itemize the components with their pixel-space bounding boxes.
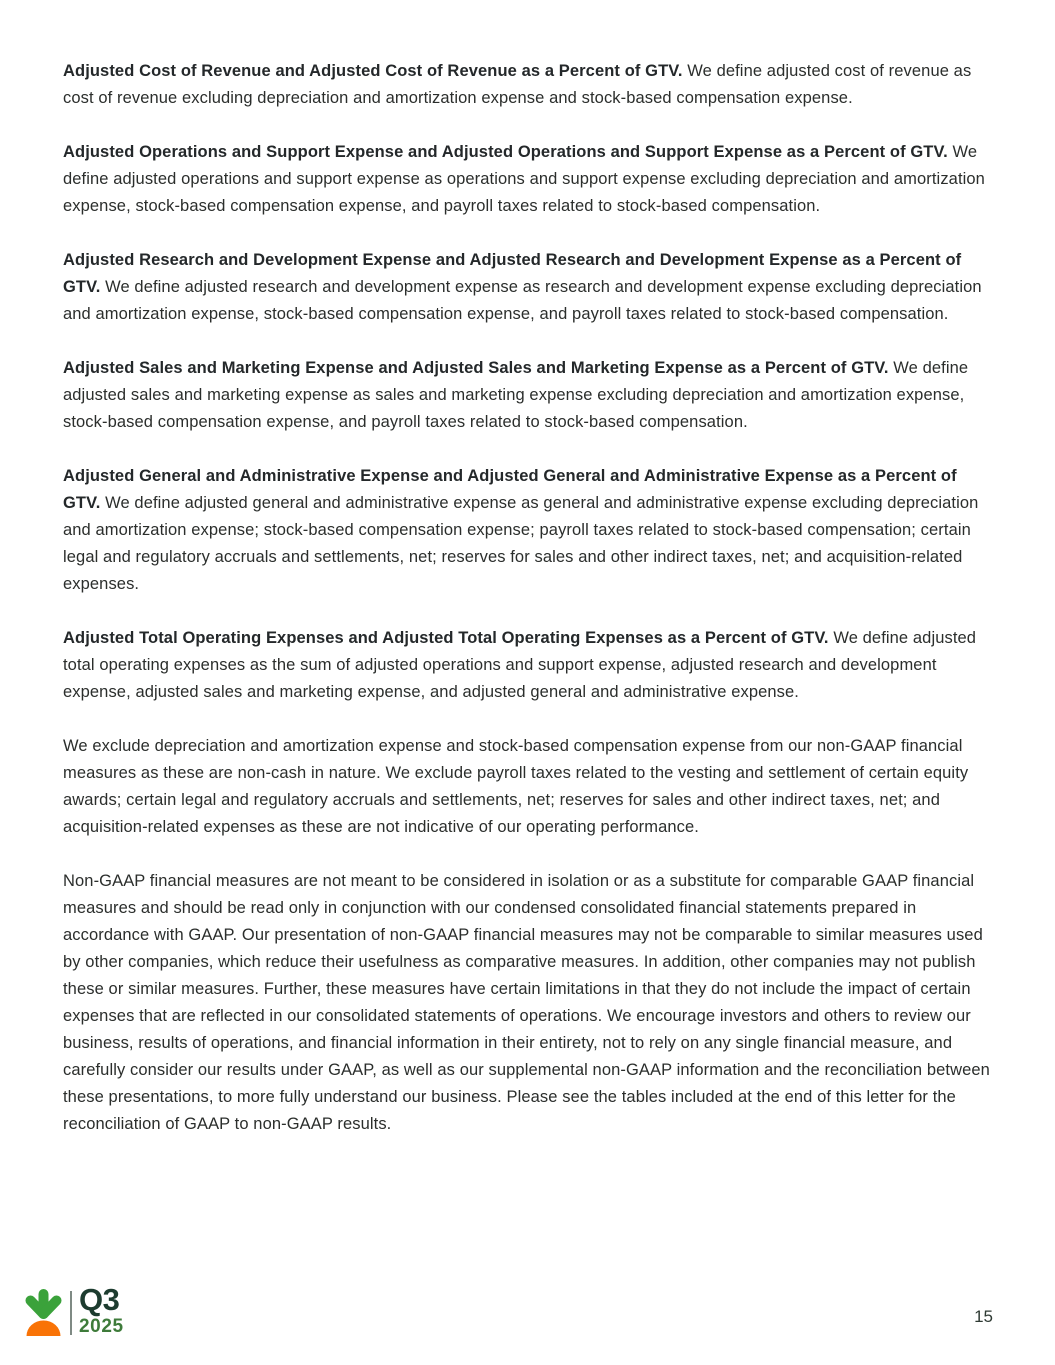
paragraph-text: We exclude depreciation and amortization expense and stock-based compensation expense from our non-GAAP financial measures as these are non-cash in nature. We exclude payroll taxes related to the vesting and settlement of certain equity awards; certain legal and regulatory accruals and settlements, net; reserves for sales and other indirect taxes, net; and acquisition-related expenses as these are not indicative of our operating performance. — [63, 737, 969, 836]
paragraph-text: We define adjusted research and development expense as research and development expense excluding depreciation and amortization expense, stock-based compensation expense, and payroll taxes related to stock-based compensation. — [63, 278, 982, 323]
definition-paragraph — [63, 139, 995, 220]
brand-lockup — [25, 1284, 124, 1336]
paragraph-lead: Adjusted Cost of Revenue and Adjusted Cost of Revenue as a Percent of GTV. — [63, 62, 683, 80]
quarter-label: Q3 — [79, 1282, 120, 1317]
paragraph-text: We define adjusted operations and support expense as operations and support expense excluding depreciation and amortization expense, stock-based compensation expense, and payroll taxes related to stock-based compensation. — [63, 143, 985, 215]
carrot-logo-icon — [25, 1288, 62, 1336]
letter-body — [63, 58, 995, 1165]
definition-paragraph — [63, 463, 995, 598]
definition-paragraph — [63, 625, 995, 706]
paragraph-lead: Adjusted Research and Development Expense and Adjusted Research and Development Expense as a Percent of GTV. — [63, 251, 962, 296]
definition-paragraph — [63, 355, 995, 436]
paragraph-text: We define adjusted cost of revenue as cost of revenue excluding depreciation and amortization expense and stock-based compensation expense. — [63, 62, 972, 107]
year-label: 2025 — [79, 1316, 124, 1337]
body-paragraph — [63, 868, 995, 1138]
page-number: 15 — [974, 1307, 993, 1326]
paragraph-text: We define adjusted sales and marketing expense as sales and marketing expense excluding depreciation and amortization expense, stock-based compensation expense, and payroll taxes related to stock-based compensation. — [63, 359, 969, 431]
paragraph-lead: Adjusted Sales and Marketing Expense and Adjusted Sales and Marketing Expense as a Percent of GTV. — [63, 359, 889, 377]
paragraph-lead: Adjusted Total Operating Expenses and Adjusted Total Operating Expenses as a Percent of GTV. — [63, 629, 829, 647]
definition-paragraph — [63, 58, 995, 112]
paragraph-text: We define adjusted general and administrative expense as general and administrative expense excluding depreciation and amortization expense; stock-based compensation expense; payroll taxes related to stock-based compensation; certain legal and regulatory accruals and settlements, net; reserves for sales and other indirect taxes, net; and acquisition-related expenses. — [63, 494, 979, 593]
paragraph-lead: Adjusted Operations and Support Expense and Adjusted Operations and Support Expense as a Percent of GTV. — [63, 143, 948, 161]
paragraph-lead: Adjusted General and Administrative Expense and Adjusted General and Administrative Expense as a Percent of GTV. — [63, 467, 957, 512]
lockup-text — [79, 1284, 124, 1336]
page-footer — [0, 1280, 1055, 1340]
body-paragraph — [63, 733, 995, 841]
paragraph-text: Non-GAAP financial measures are not meant to be considered in isolation or as a substitute for comparable GAAP financial measures and should be read only in conjunction with our condensed consolidated financial statements prepared in accordance with GAAP. Our presentation of non-GAAP financial measures may not be comparable to similar measures used by other companies, which reduce their usefulness as comparative measures. In addition, other companies may not publish these or similar measures. Further, these measures have certain limitations in that they do not include the impact of certain expenses that are reflected in our consolidated statements of operations. We encourage investors and others to review our business, results of operations, and financial information in their entirety, not to rely on any single financial measure, and carefully consider our results under GAAP, as well as our supplemental non-GAAP information and the reconciliation between these presentations, to more fully understand our business. Please see the tables included at the end of this letter for the reconciliation of GAAP to non-GAAP results. — [63, 872, 990, 1133]
definition-paragraph — [63, 247, 995, 328]
lockup-divider — [70, 1291, 72, 1335]
paragraph-text: We define adjusted total operating expenses as the sum of adjusted operations and support expense, adjusted research and development expense, adjusted sales and marketing expense, and adjusted general and administrative expense. — [63, 629, 977, 701]
